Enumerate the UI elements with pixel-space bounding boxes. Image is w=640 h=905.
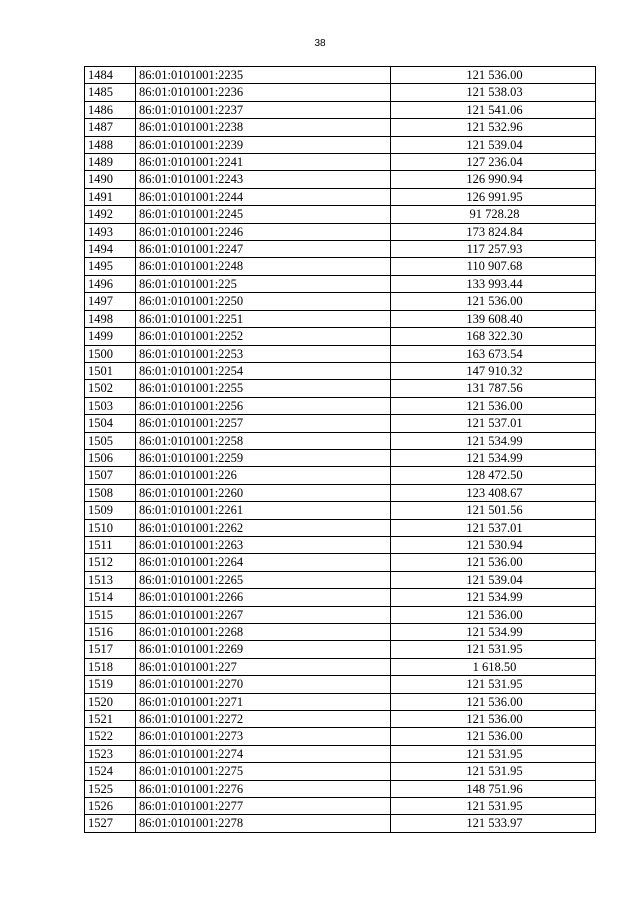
cadastral-number-cell: 86:01:0101001:2260 [136,484,391,501]
value-cell: 110 907.68 [391,258,596,275]
value-cell: 91 728.28 [391,206,596,223]
table-row [85,745,596,762]
row-number-cell: 1502 [85,380,136,397]
value-cell: 121 532.96 [391,119,596,136]
value-cell: 173 824.84 [391,223,596,240]
value-cell: 163 673.54 [391,345,596,362]
table-row [85,154,596,171]
value-cell: 148 751.96 [391,780,596,797]
cadastral-number-cell: 86:01:0101001:2276 [136,780,391,797]
registry-table [84,66,596,833]
cadastral-number-cell: 86:01:0101001:2269 [136,641,391,658]
value-cell: 121 538.03 [391,84,596,101]
cadastral-number-cell: 86:01:0101001:2238 [136,119,391,136]
value-cell: 121 541.06 [391,101,596,118]
cadastral-number-cell: 86:01:0101001:2275 [136,763,391,780]
cadastral-number-cell: 86:01:0101001:227 [136,658,391,675]
cadastral-number-cell: 86:01:0101001:2261 [136,502,391,519]
row-number-cell: 1507 [85,467,136,484]
row-number-cell: 1484 [85,67,136,84]
value-cell: 126 991.95 [391,188,596,205]
cadastral-number-cell: 86:01:0101001:2256 [136,397,391,414]
value-cell: 121 537.01 [391,519,596,536]
cadastral-number-cell: 86:01:0101001:2265 [136,571,391,588]
cadastral-number-cell: 86:01:0101001:2244 [136,188,391,205]
row-number-cell: 1498 [85,310,136,327]
cadastral-number-cell: 86:01:0101001:2278 [136,815,391,832]
table-row [85,798,596,815]
value-cell: 121 533.97 [391,815,596,832]
cadastral-number-cell: 86:01:0101001:2254 [136,362,391,379]
table-row [85,554,596,571]
row-number-cell: 1525 [85,780,136,797]
table-row [85,624,596,641]
row-number-cell: 1496 [85,275,136,292]
table-row [85,362,596,379]
value-cell: 121 536.00 [391,397,596,414]
cadastral-number-cell: 86:01:0101001:2243 [136,171,391,188]
cadastral-number-cell: 86:01:0101001:2258 [136,432,391,449]
table-row [85,258,596,275]
cadastral-number-cell: 86:01:0101001:2264 [136,554,391,571]
value-cell: 121 537.01 [391,415,596,432]
row-number-cell: 1488 [85,136,136,153]
value-cell: 121 531.95 [391,763,596,780]
table-body [85,67,596,833]
row-number-cell: 1486 [85,101,136,118]
row-number-cell: 1506 [85,449,136,466]
row-number-cell: 1504 [85,415,136,432]
cadastral-number-cell: 86:01:0101001:2277 [136,798,391,815]
cadastral-number-cell: 86:01:0101001:2257 [136,415,391,432]
row-number-cell: 1493 [85,223,136,240]
table-row [85,763,596,780]
cadastral-number-cell: 86:01:0101001:2250 [136,293,391,310]
table-row [85,676,596,693]
table-row [85,815,596,832]
table-row [85,136,596,153]
table-row [85,711,596,728]
cadastral-number-cell: 86:01:0101001:2273 [136,728,391,745]
table-row [85,780,596,797]
table-row [85,345,596,362]
cadastral-number-cell: 86:01:0101001:2235 [136,67,391,84]
cadastral-number-cell: 86:01:0101001:2252 [136,328,391,345]
row-number-cell: 1519 [85,676,136,693]
row-number-cell: 1522 [85,728,136,745]
row-number-cell: 1520 [85,693,136,710]
value-cell: 121 534.99 [391,624,596,641]
table-row [85,606,596,623]
table-row [85,536,596,553]
value-cell: 1 618.50 [391,658,596,675]
table-row [85,658,596,675]
value-cell: 121 531.95 [391,745,596,762]
table-row [85,171,596,188]
table-row [85,641,596,658]
row-number-cell: 1526 [85,798,136,815]
value-cell: 127 236.04 [391,154,596,171]
cadastral-number-cell: 86:01:0101001:2267 [136,606,391,623]
cadastral-number-cell: 86:01:0101001:2253 [136,345,391,362]
row-number-cell: 1485 [85,84,136,101]
table-row [85,84,596,101]
row-number-cell: 1509 [85,502,136,519]
row-number-cell: 1523 [85,745,136,762]
row-number-cell: 1497 [85,293,136,310]
table-row [85,188,596,205]
table-row [85,206,596,223]
value-cell: 123 408.67 [391,484,596,501]
value-cell: 121 531.95 [391,676,596,693]
cadastral-number-cell: 86:01:0101001:2245 [136,206,391,223]
value-cell: 121 536.00 [391,693,596,710]
row-number-cell: 1517 [85,641,136,658]
row-number-cell: 1494 [85,241,136,258]
table-row [85,397,596,414]
value-cell: 121 536.00 [391,293,596,310]
value-cell: 121 536.00 [391,728,596,745]
value-cell: 121 501.56 [391,502,596,519]
cadastral-number-cell: 86:01:0101001:2262 [136,519,391,536]
table-row [85,293,596,310]
table-row [85,415,596,432]
row-number-cell: 1491 [85,188,136,205]
value-cell: 117 257.93 [391,241,596,258]
value-cell: 121 530.94 [391,536,596,553]
row-number-cell: 1492 [85,206,136,223]
row-number-cell: 1510 [85,519,136,536]
cadastral-number-cell: 86:01:0101001:2248 [136,258,391,275]
row-number-cell: 1521 [85,711,136,728]
row-number-cell: 1514 [85,589,136,606]
row-number-cell: 1508 [85,484,136,501]
cadastral-number-cell: 86:01:0101001:2251 [136,310,391,327]
row-number-cell: 1505 [85,432,136,449]
value-cell: 121 539.04 [391,571,596,588]
cadastral-number-cell: 86:01:0101001:2271 [136,693,391,710]
table-row [85,275,596,292]
table-row [85,241,596,258]
row-number-cell: 1511 [85,536,136,553]
table-row [85,502,596,519]
row-number-cell: 1527 [85,815,136,832]
table-row [85,223,596,240]
value-cell: 133 993.44 [391,275,596,292]
value-cell: 121 534.99 [391,432,596,449]
row-number-cell: 1487 [85,119,136,136]
cadastral-number-cell: 86:01:0101001:2241 [136,154,391,171]
row-number-cell: 1490 [85,171,136,188]
value-cell: 121 536.00 [391,711,596,728]
cadastral-number-cell: 86:01:0101001:2259 [136,449,391,466]
row-number-cell: 1499 [85,328,136,345]
value-cell: 131 787.56 [391,380,596,397]
row-number-cell: 1501 [85,362,136,379]
cadastral-number-cell: 86:01:0101001:2246 [136,223,391,240]
cadastral-number-cell: 86:01:0101001:2239 [136,136,391,153]
row-number-cell: 1495 [85,258,136,275]
table-row [85,67,596,84]
value-cell: 121 536.00 [391,554,596,571]
value-cell: 168 322.30 [391,328,596,345]
table-row [85,432,596,449]
table-row [85,484,596,501]
value-cell: 121 536.00 [391,67,596,84]
table-row [85,380,596,397]
value-cell: 121 531.95 [391,641,596,658]
cadastral-number-cell: 86:01:0101001:2270 [136,676,391,693]
page-number: 38 [314,38,326,49]
row-number-cell: 1524 [85,763,136,780]
cadastral-number-cell: 86:01:0101001:2263 [136,536,391,553]
table-row [85,449,596,466]
value-cell: 121 534.99 [391,589,596,606]
cadastral-number-cell: 86:01:0101001:2237 [136,101,391,118]
cadastral-number-cell: 86:01:0101001:2272 [136,711,391,728]
table-row [85,328,596,345]
cadastral-number-cell: 86:01:0101001:225 [136,275,391,292]
row-number-cell: 1489 [85,154,136,171]
cadastral-number-cell: 86:01:0101001:2247 [136,241,391,258]
cadastral-number-cell: 86:01:0101001:2236 [136,84,391,101]
row-number-cell: 1513 [85,571,136,588]
row-number-cell: 1518 [85,658,136,675]
cadastral-number-cell: 86:01:0101001:226 [136,467,391,484]
row-number-cell: 1516 [85,624,136,641]
table-row [85,310,596,327]
table-row [85,519,596,536]
cadastral-number-cell: 86:01:0101001:2274 [136,745,391,762]
value-cell: 121 534.99 [391,449,596,466]
table-row [85,728,596,745]
table-row [85,693,596,710]
row-number-cell: 1515 [85,606,136,623]
row-number-cell: 1500 [85,345,136,362]
value-cell: 128 472.50 [391,467,596,484]
row-number-cell: 1512 [85,554,136,571]
table-row [85,589,596,606]
value-cell: 121 531.95 [391,798,596,815]
table-row [85,119,596,136]
value-cell: 121 536.00 [391,606,596,623]
value-cell: 139 608.40 [391,310,596,327]
value-cell: 126 990.94 [391,171,596,188]
row-number-cell: 1503 [85,397,136,414]
cadastral-number-cell: 86:01:0101001:2266 [136,589,391,606]
table-row [85,467,596,484]
value-cell: 147 910.32 [391,362,596,379]
value-cell: 121 539.04 [391,136,596,153]
table-row [85,571,596,588]
cadastral-number-cell: 86:01:0101001:2255 [136,380,391,397]
cadastral-number-cell: 86:01:0101001:2268 [136,624,391,641]
table-row [85,101,596,118]
